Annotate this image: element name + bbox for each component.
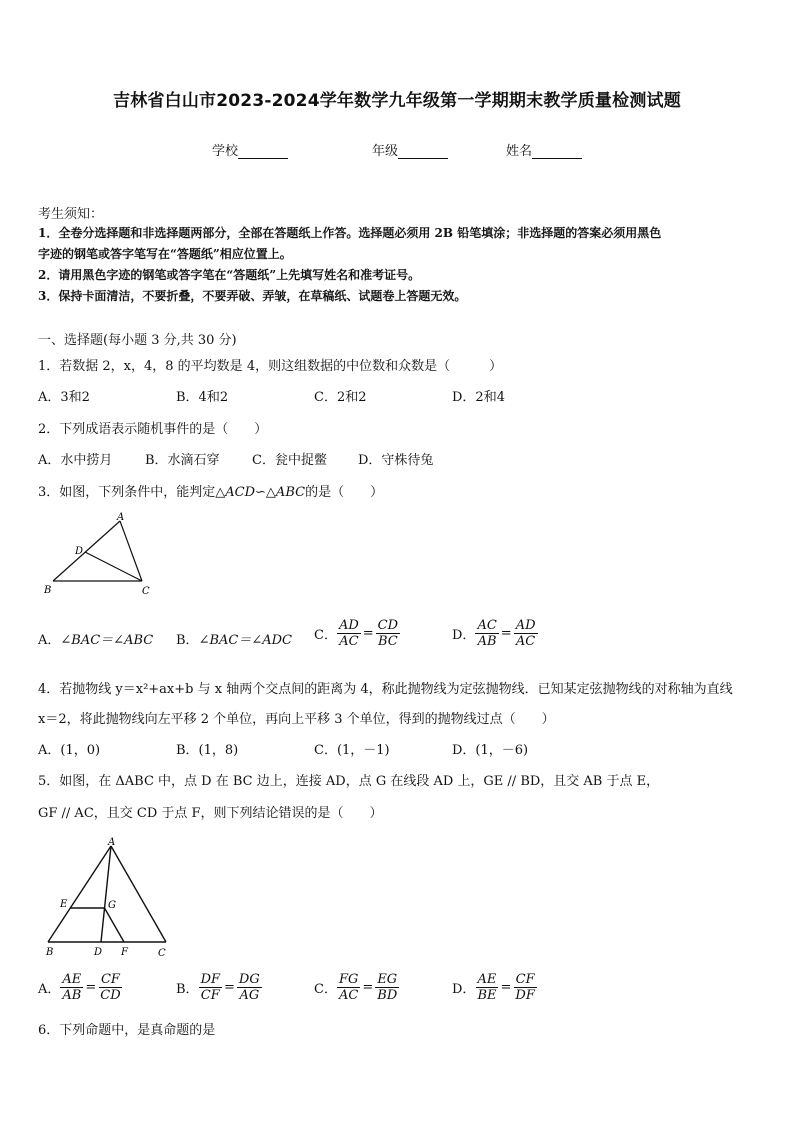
q5-option-c-fraction-2: $\frac{EG}{BD}$ <box>377 972 398 1003</box>
q1-option-c[interactable]: C．2和2 <box>314 390 367 405</box>
q5-option-a-prefix: A． <box>38 982 61 997</box>
q5-label-g: G <box>108 900 116 911</box>
q5-side-ab <box>48 846 111 942</box>
name-label: 姓名 <box>506 144 533 159</box>
q3-option-b-prefix: B． <box>176 633 199 648</box>
q2-option-b[interactable]: B．水滴石穿 <box>145 453 220 468</box>
q4-option-d[interactable]: D．(1，－6) <box>452 743 529 758</box>
q5-option-d-fraction-2: $\frac{CF}{DF}$ <box>515 972 535 1003</box>
q1-option-d[interactable]: D．2和4 <box>452 390 505 405</box>
q5-option-d-fraction-1: $\frac{AE}{BE}$ <box>477 972 497 1003</box>
q5-side-ac <box>111 846 166 942</box>
q5-label-d: D <box>94 947 103 958</box>
q2-option-c[interactable]: C．瓮中捉鳖 <box>252 453 327 468</box>
q3-option-c-fraction-1: $\frac{AD}{AC}$ <box>338 618 359 649</box>
q3-option-a[interactable] <box>38 629 153 648</box>
q3-stem-math: △ACD∽△ABC <box>215 485 306 500</box>
q4-option-c[interactable]: C．(1，－1) <box>314 743 390 758</box>
q4-option-a[interactable]: A．(1，0) <box>38 743 101 758</box>
q3-stem-post: 的是（ ） <box>305 485 384 500</box>
q5-label-e: E <box>60 899 68 910</box>
q3-label-b: B <box>44 585 52 596</box>
q5-stem-line-2: GF // AC，且交 CD 于点 F，则下列结论错误的是（ ） <box>38 806 383 821</box>
q5-option-b-prefix: B． <box>176 982 199 997</box>
notice-line-3: 3．保持卡面清洁，不要折叠，不要弄破、弄皱，在草稿纸、试题卷上答题无效。 <box>38 289 467 303</box>
q3-label-a: A <box>117 512 125 523</box>
q3-stem-pre: 3．如图，下列条件中，能判定 <box>38 485 216 500</box>
q3-stem <box>38 481 383 500</box>
q5-triangle-figure <box>38 836 173 962</box>
school-label: 学校 <box>212 144 239 159</box>
q5-label-a: A <box>108 837 116 848</box>
notice-line-1b: 字迹的钢笔或答字笔写在“答题纸”相应位置上。 <box>38 247 292 261</box>
q2-option-a[interactable]: A．水中捞月 <box>38 453 113 468</box>
grade-field <box>372 140 448 159</box>
q1-stem: 1．若数据 2，x，4，8 的平均数是 4，则这组数据的中位数和众数是（ ） <box>38 359 503 374</box>
q3-triangle-figure <box>38 508 158 600</box>
q3-label-c: C <box>142 586 150 597</box>
q2-stem: 2．下列成语表示随机事件的是（ ） <box>38 422 268 437</box>
name-blank[interactable] <box>532 144 582 159</box>
q5-option-c-fraction-1: $\frac{FG}{AC}$ <box>338 972 359 1003</box>
q3-option-b-math: ∠BAC＝∠ADC <box>198 633 292 648</box>
notice-line-2: 2．请用黑色字迹的钢笔或答字笔在“答题纸”上先填写姓名和准考证号。 <box>38 268 421 282</box>
q5-option-c[interactable]: C． $\frac{FG}{AC}$ = $\frac{EG}{BD}$ <box>314 972 398 1003</box>
q3-option-d[interactable]: D． $\frac{AC}{AB}$ = $\frac{AD}{AC}$ <box>452 618 536 649</box>
school-blank[interactable] <box>238 144 288 159</box>
q5-option-a[interactable]: A． $\frac{AE}{AB}$ = $\frac{CF}{CD}$ <box>38 972 121 1003</box>
q3-option-d-fraction-2: $\frac{AD}{AC}$ <box>515 618 536 649</box>
q5-option-a-fraction-1: $\frac{AE}{AB}$ <box>62 972 82 1003</box>
school-field <box>212 140 288 159</box>
q3-option-d-fraction-1: $\frac{AC}{AB}$ <box>477 618 497 649</box>
q5-label-b: B <box>46 947 54 958</box>
q5-option-d-prefix: D． <box>452 982 476 997</box>
q3-option-a-prefix: A． <box>38 633 61 648</box>
q5-option-b[interactable]: B． $\frac{DF}{CF}$ = $\frac{DG}{AG}$ <box>176 972 260 1003</box>
notice-line-1a: 1．全卷分选择题和非选择题两部分，全部在答题纸上作答。选择题必须用 2B 铅笔填涂；非选择题的答案必须用黑色 <box>38 226 662 240</box>
q4-stem-line-1: 4．若抛物线 y＝x²+ax+b 与 x 轴两个交点间的距离为 4，称此抛物线为定弦抛物线．已知某定弦抛物线的对称轴为直线 <box>38 682 733 697</box>
q5-option-b-fraction-2: $\frac{DG}{AG}$ <box>238 972 260 1003</box>
q5-segment-gf <box>105 908 125 942</box>
q1-option-a[interactable]: A．3和2 <box>38 390 90 405</box>
q1-option-b[interactable]: B．4和2 <box>176 390 229 405</box>
notice-heading: 考生须知： <box>38 207 104 222</box>
grade-label: 年级 <box>372 144 399 159</box>
grade-blank[interactable] <box>398 144 448 159</box>
q4-option-b[interactable]: B．(1，8) <box>176 743 239 758</box>
page-title: 吉林省白山市2023-2024学年数学九年级第一学期期末教学质量检测试题 <box>113 91 681 111</box>
q5-label-f: F <box>121 947 128 958</box>
q5-stem-line-1: 5．如图，在 ΔABC 中，点 D 在 BC 边上，连接 AD，点 G 在线段 AD 上，GE // BD，且交 AB 于点 E， <box>38 774 660 789</box>
q6-stem: 6．下列命题中，是真命题的是 <box>38 1023 216 1038</box>
q5-segment-ad <box>101 846 111 942</box>
q3-option-d-prefix: D． <box>452 628 476 643</box>
q5-option-a-fraction-2: $\frac{CF}{CD}$ <box>100 972 121 1003</box>
q3-option-c[interactable]: C． $\frac{AD}{AC}$ = $\frac{CD}{BC}$ <box>314 618 399 649</box>
q3-side-ab <box>53 521 120 581</box>
q5-option-c-prefix: C． <box>314 982 337 997</box>
section-heading: 一、选择题(每小题 3 分,共 30 分) <box>38 333 237 348</box>
q5-option-b-fraction-1: $\frac{DF}{CF}$ <box>200 972 221 1003</box>
q3-label-d: D <box>75 546 84 557</box>
q5-option-d[interactable]: D． $\frac{AE}{BE}$ = $\frac{CF}{DF}$ <box>452 972 535 1003</box>
name-field <box>506 140 582 159</box>
q5-label-c: C <box>158 948 166 959</box>
q4-stem-line-2: x＝2，将此抛物线向左平移 2 个单位，再向上平移 3 个单位，得到的抛物线过点（ ） <box>38 712 555 727</box>
q3-option-c-prefix: C． <box>314 628 337 643</box>
q3-option-c-fraction-2: $\frac{CD}{BC}$ <box>377 618 399 649</box>
q3-option-a-math: ∠BAC＝∠ABC <box>60 633 154 648</box>
q3-option-b[interactable] <box>176 629 292 648</box>
q2-option-d[interactable]: D．守株待兔 <box>358 453 434 468</box>
